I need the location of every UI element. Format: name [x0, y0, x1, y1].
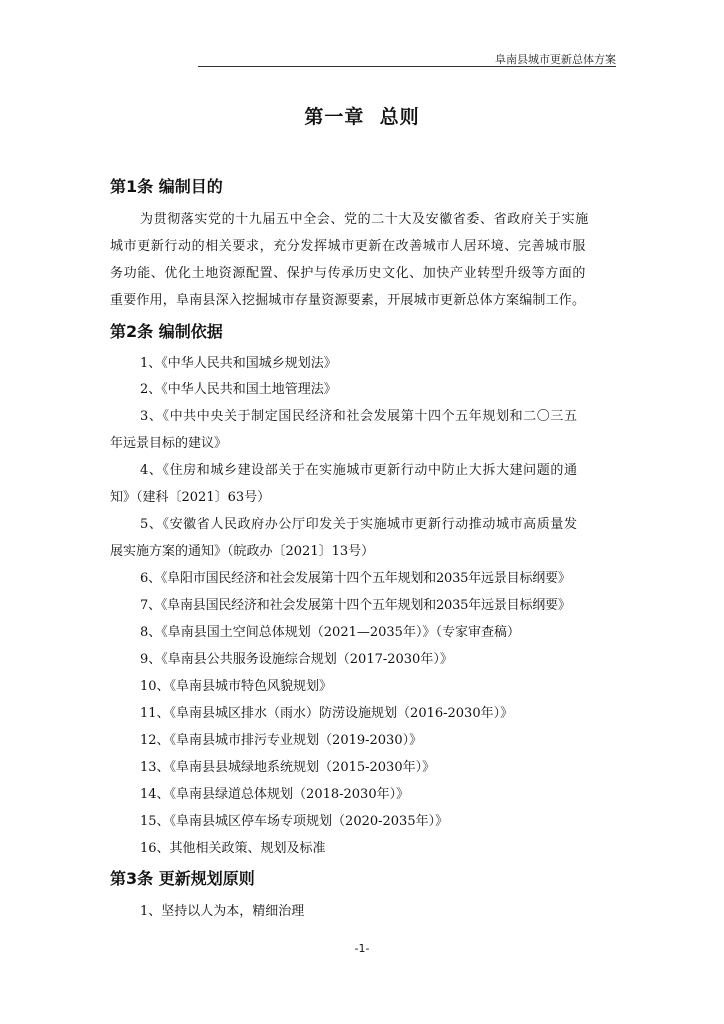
section-heading-basis: 第2条 编制依据	[110, 322, 223, 341]
list-item: 3、《中共中央关于制定国民经济和社会发展第十四个五年规划和二〇三五	[140, 409, 578, 424]
chapter-title: 第一章 总则	[304, 106, 420, 128]
list-item: 2、《中华人民共和国土地管理法》	[140, 382, 337, 397]
list-item: 7、《阜南县国民经济和社会发展第十四个五年规划和2035年远景目标纲要》	[140, 598, 571, 613]
list-item: 展实施方案的通知》（皖政办〔2021〕13号）	[110, 544, 375, 559]
section-heading-principles: 第3条 更新规划原则	[110, 869, 255, 888]
paragraph-line: 城市更新行动的相关要求，充分发挥城市更新在改善城市人居环境、完善城市服	[110, 239, 587, 254]
list-item: 9、《阜南县公共服务设施综合规划（2017-2030年）》	[140, 652, 453, 667]
paragraph-line: 重要作用，阜南县深入挖掘城市存量资源要素，开展城市更新总体方案编制工作。	[110, 293, 586, 308]
list-item: 5、《安徽省人民政府办公厅印发关于实施城市更新行动推动城市高质量发	[140, 517, 578, 532]
list-item: 6、《阜阳市国民经济和社会发展第十四个五年规划和2035年远景目标纲要》	[140, 571, 571, 586]
page-number: -1-	[354, 942, 370, 955]
header-rule	[198, 66, 616, 67]
list-item: 13、《阜南县县城绿地系统规划（2015-2030年）》	[140, 760, 436, 775]
list-item: 11、《阜南县城区排水（雨水）防涝设施规划（2016-2030年）》	[140, 706, 514, 721]
list-item: 8、《阜南县国土空间总体规划（2021—2035年）》（专家审查稿）	[140, 625, 520, 640]
running-header: 阜南县城市更新总体方案	[495, 53, 616, 66]
paragraph-line: 务功能、优化土地资源配置、保护与传承历史文化、加快产业转型升级等方面的	[110, 266, 587, 281]
list-item: 15、《阜南县城区停车场专项规划（2020-2035年）》	[140, 814, 449, 829]
list-item: 1、《中华人民共和国城乡规划法》	[140, 356, 337, 371]
list-item: 14、《阜南县绿道总体规划（2018-2030年）》	[140, 787, 410, 802]
list-item: 12、《阜南县城市排污专业规划（2019-2030）》	[140, 733, 423, 748]
section-heading-purpose: 第1条 编制目的	[110, 177, 223, 196]
paragraph-line: 为贯彻落实党的十九届五中全会、党的二十大及安徽省委、省政府关于实施	[140, 212, 589, 227]
list-item: 4、《住房和城乡建设部关于在实施城市更新行动中防止大拆大建问题的通	[140, 463, 578, 478]
list-item: 年远景目标的建议》	[110, 436, 228, 451]
list-item: 10、《阜南县城市特色风貌规划》	[140, 679, 333, 694]
list-item: 知》（建科〔2021〕63号）	[110, 490, 271, 505]
list-item: 16、其他相关政策、规划及标准	[140, 841, 326, 856]
list-item: 1、坚持以人为本，精细治理	[140, 904, 305, 919]
